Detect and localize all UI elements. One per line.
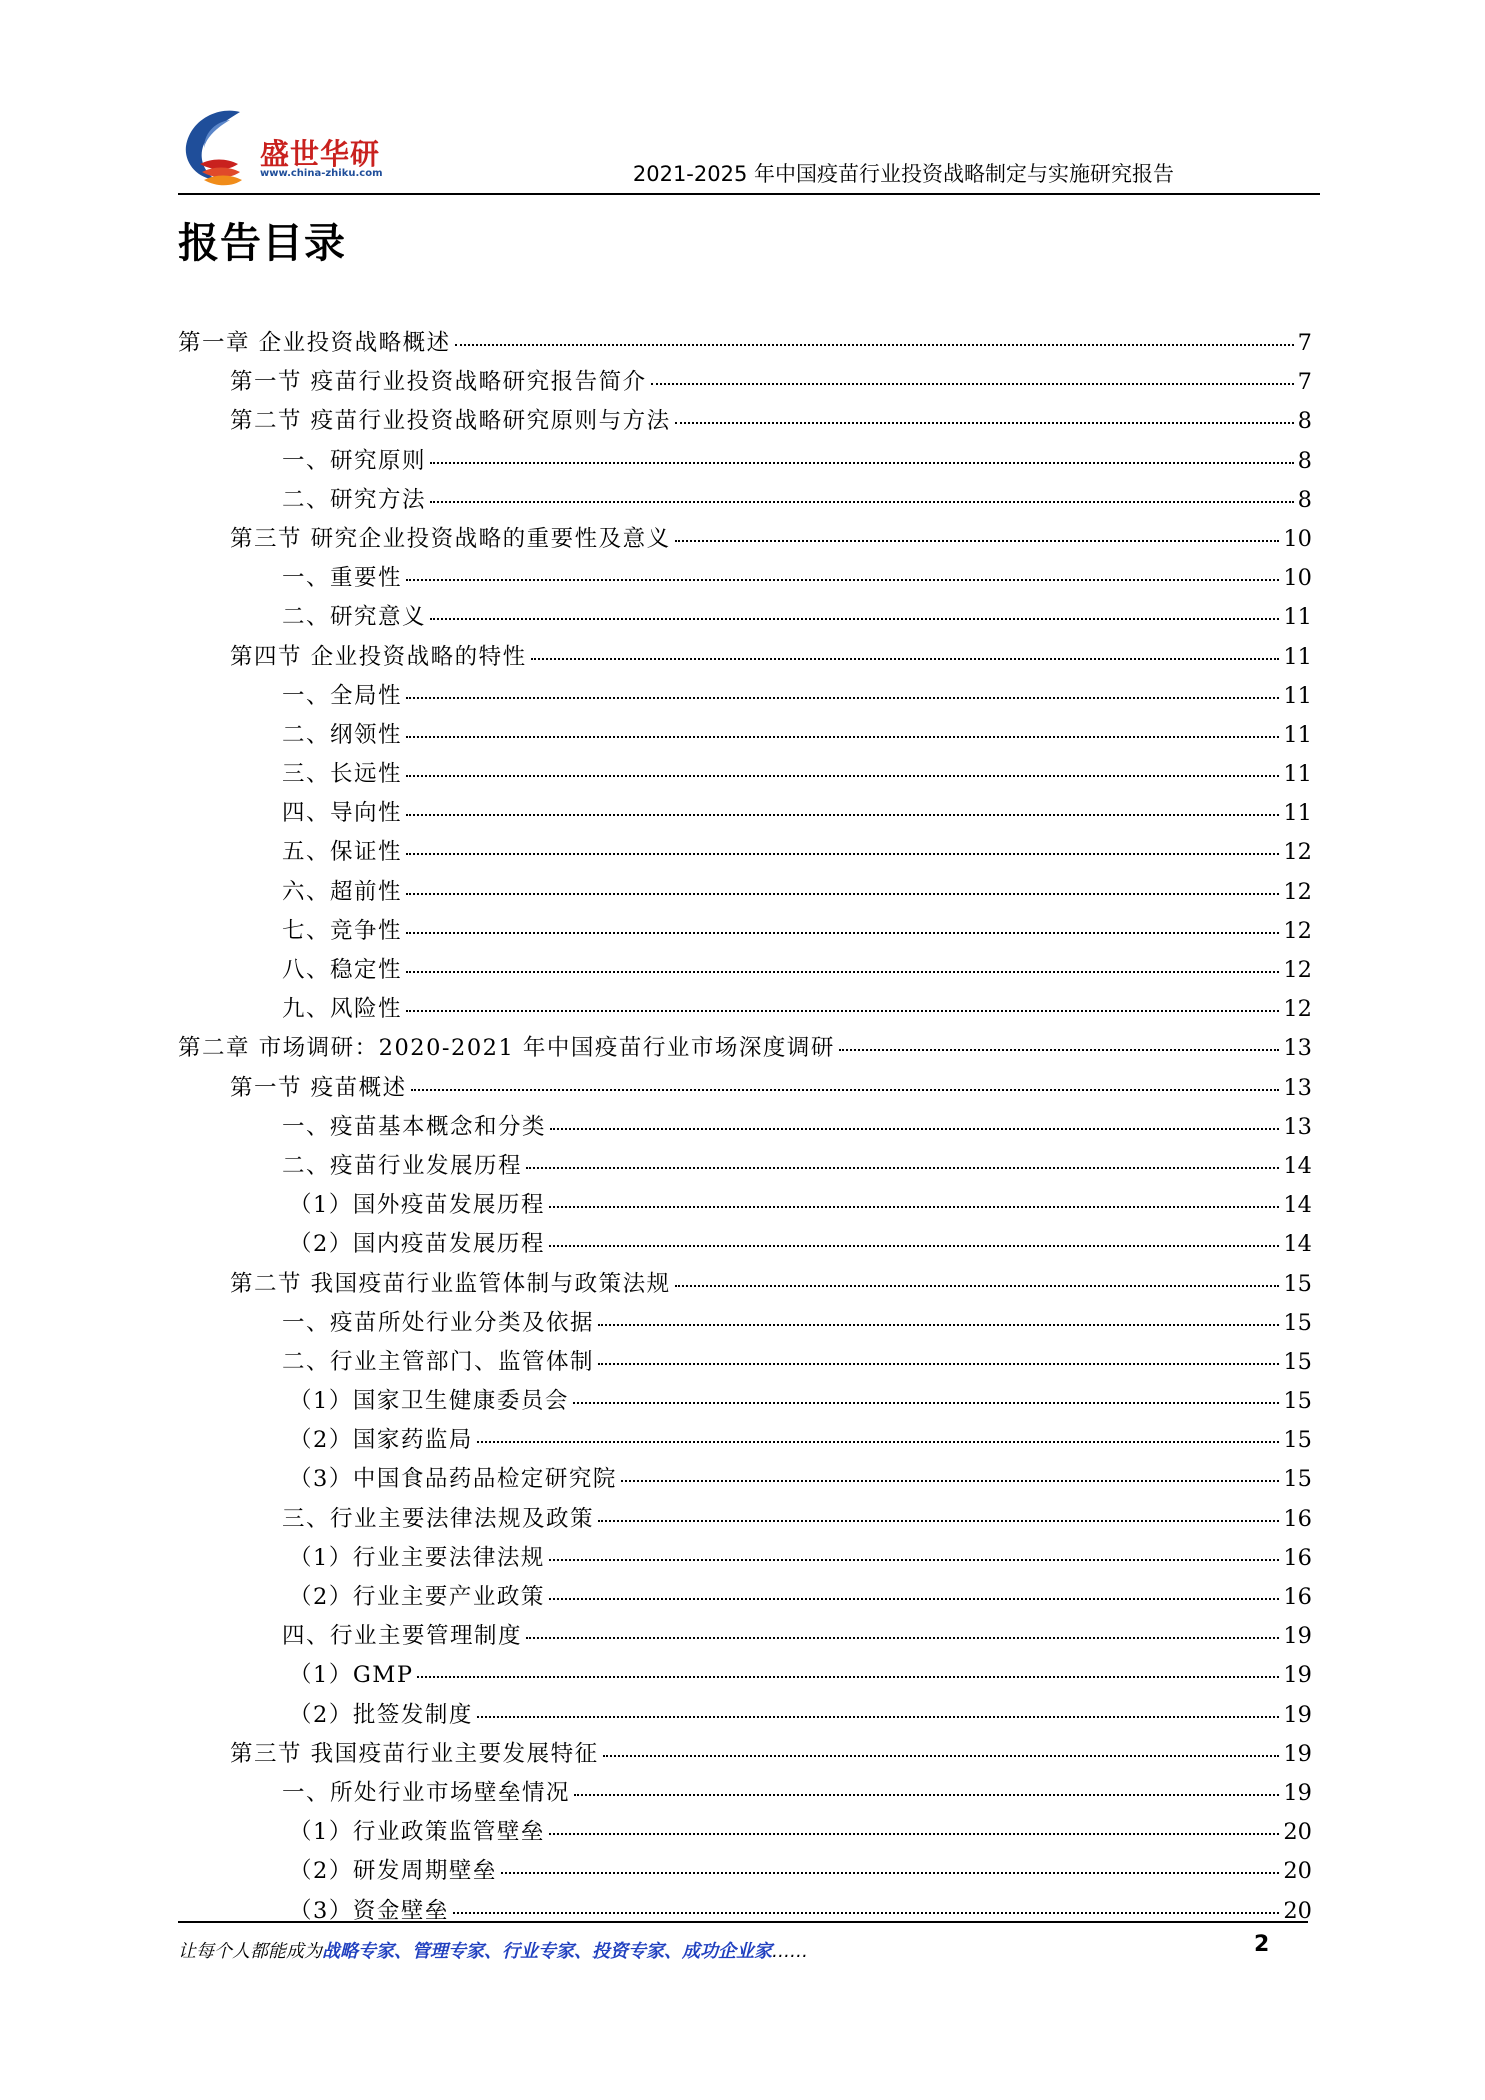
- toc-dot-leader: [550, 1128, 1279, 1130]
- toc-entry-label: 第一节 疫苗概述: [230, 1074, 407, 1101]
- toc-entry-label: （2）国家药监局: [289, 1427, 473, 1454]
- toc-dot-leader: [406, 579, 1279, 581]
- toc-dot-leader: [406, 814, 1279, 816]
- toc-entry[interactable]: [178, 1225, 1312, 1264]
- toc-dot-leader: [574, 1794, 1279, 1796]
- toc-entry-page: 8: [1297, 408, 1312, 435]
- page-title: 报告目录: [178, 219, 346, 267]
- header-divider: [178, 193, 1320, 195]
- toc-entry-label: （1）国家卫生健康委员会: [289, 1388, 569, 1415]
- toc-entry-page: 10: [1283, 525, 1312, 552]
- toc-entry[interactable]: [178, 598, 1312, 637]
- toc-entry-page: 19: [1283, 1779, 1312, 1806]
- toc-entry-label: 一、所处行业市场壁垒情况: [282, 1779, 571, 1806]
- toc-entry[interactable]: [178, 1029, 1312, 1068]
- toc-entry[interactable]: [178, 833, 1312, 872]
- toc-entry-page: 12: [1283, 839, 1312, 866]
- page-number: 2: [1254, 1932, 1270, 1957]
- toc-entry-page: 10: [1283, 565, 1312, 592]
- toc-entry-label: （2）批签发制度: [289, 1701, 473, 1728]
- toc-entry-page: 19: [1283, 1701, 1312, 1728]
- toc-entry-label: 第一章 企业投资战略概述: [178, 330, 451, 356]
- toc-entry-page: 20: [1283, 1819, 1312, 1846]
- toc-entry-page: 8: [1297, 447, 1312, 474]
- toc-entry-label: （3）中国食品药品检定研究院: [289, 1466, 617, 1493]
- footer-slogan: [178, 1937, 808, 1963]
- toc-entry-page: 14: [1283, 1231, 1312, 1258]
- toc-dot-leader: [675, 422, 1294, 424]
- toc-entry-page: 15: [1283, 1348, 1312, 1375]
- footer-slogan-highlight: 战略专家、管理专家、行业专家、投资专家、成功企业家: [322, 1941, 772, 1962]
- toc-entry-page: 12: [1283, 917, 1312, 944]
- toc-entry[interactable]: [178, 1539, 1312, 1578]
- toc-entry-label: 第二节 疫苗行业投资战略研究原则与方法: [230, 408, 671, 435]
- toc-entry-label: （2）行业主要产业政策: [289, 1584, 545, 1610]
- toc-entry-label: 第四节 企业投资战略的特性: [230, 643, 527, 670]
- toc-entry-page: 8: [1297, 486, 1312, 513]
- toc-entry[interactable]: [178, 1892, 1312, 1931]
- toc-dot-leader: [549, 1245, 1280, 1247]
- toc-entry-page: 15: [1283, 1270, 1312, 1297]
- footer-divider: [178, 1921, 1308, 1923]
- toc-entry-page: 7: [1297, 330, 1312, 356]
- toc-dot-leader: [406, 1010, 1279, 1012]
- toc-dot-leader: [406, 853, 1279, 855]
- toc-entry-label: 二、研究意义: [282, 604, 427, 631]
- toc-entry-label: 八、稳定性: [282, 957, 403, 983]
- toc-dot-leader: [549, 1559, 1280, 1561]
- toc-entry-label: 七、竞争性: [282, 917, 403, 944]
- toc-entry-label: 一、疫苗所处行业分类及依据: [282, 1309, 595, 1336]
- toc-entry-label: 六、超前性: [282, 878, 403, 905]
- toc-entry-page: 19: [1283, 1623, 1312, 1650]
- toc-entry-label: 第二节 我国疫苗行业监管体制与政策法规: [230, 1270, 671, 1297]
- toc-dot-leader: [477, 1716, 1280, 1718]
- toc-entry[interactable]: [178, 324, 1312, 363]
- toc-entry[interactable]: [178, 1656, 1312, 1695]
- toc-dot-leader: [531, 658, 1280, 660]
- toc-entry-page: 11: [1283, 643, 1312, 670]
- toc-dot-leader: [430, 462, 1294, 464]
- toc-entry[interactable]: [178, 716, 1312, 755]
- toc-entry[interactable]: [178, 1265, 1312, 1304]
- toc-entry[interactable]: [178, 363, 1312, 402]
- toc-entry-label: 一、重要性: [282, 565, 403, 592]
- toc-entry-label: 四、行业主要管理制度: [282, 1623, 523, 1650]
- toc-entry-label: 三、行业主要法律法规及政策: [282, 1505, 595, 1532]
- toc-entry[interactable]: [178, 677, 1312, 716]
- toc-entry[interactable]: [178, 1147, 1312, 1186]
- toc-entry[interactable]: [178, 1108, 1312, 1147]
- toc-entry[interactable]: [178, 912, 1312, 951]
- toc-entry-label: 二、疫苗行业发展历程: [282, 1152, 523, 1179]
- toc-dot-leader: [598, 1520, 1279, 1522]
- toc-dot-leader: [406, 893, 1279, 895]
- toc-entry-page: 19: [1283, 1662, 1312, 1689]
- toc-dot-leader: [675, 540, 1280, 542]
- toc-entry-label: 第三节 我国疫苗行业主要发展特征: [230, 1740, 599, 1767]
- toc-entry[interactable]: [178, 1578, 1312, 1617]
- toc-entry[interactable]: [178, 755, 1312, 794]
- toc-dot-leader: [417, 1676, 1279, 1678]
- toc-dot-leader: [501, 1872, 1280, 1874]
- toc-dot-leader: [549, 1833, 1280, 1835]
- document-title: 2021-2025 年中国疫苗行业投资战略制定与实施研究报告: [632, 162, 1174, 186]
- toc-dot-leader: [406, 932, 1279, 934]
- toc-entry[interactable]: [178, 1813, 1312, 1852]
- toc-dot-leader: [549, 1598, 1280, 1600]
- toc-entry-label: （2）国内疫苗发展历程: [289, 1231, 545, 1258]
- logo-name: 盛世华研: [260, 137, 381, 171]
- toc-entry[interactable]: [178, 402, 1312, 441]
- toc-dot-leader: [430, 501, 1294, 503]
- toc-entry[interactable]: [178, 1460, 1312, 1499]
- toc-entry-label: （3）资金壁垒: [289, 1897, 449, 1924]
- toc-entry-page: 12: [1283, 878, 1312, 905]
- toc-entry-label: 二、纲领性: [282, 721, 403, 748]
- toc-entry[interactable]: [178, 1617, 1312, 1656]
- toc-dot-leader: [526, 1167, 1279, 1169]
- toc-entry-label: 三、长远性: [282, 761, 403, 788]
- toc-entry-page: 16: [1283, 1544, 1312, 1571]
- toc-entry[interactable]: [178, 481, 1312, 520]
- toc-dot-leader: [573, 1402, 1280, 1404]
- toc-dot-leader: [406, 775, 1279, 777]
- toc-entry[interactable]: [178, 873, 1312, 912]
- toc-dot-leader: [651, 383, 1294, 385]
- toc-entry-page: 20: [1283, 1858, 1312, 1885]
- toc-dot-leader: [406, 971, 1279, 973]
- toc-entry-label: 二、行业主管部门、监管体制: [282, 1348, 595, 1375]
- toc-entry-page: 13: [1283, 1113, 1312, 1140]
- toc-dot-leader: [526, 1637, 1279, 1639]
- toc-entry-page: 11: [1283, 682, 1312, 709]
- toc-entry-page: 16: [1283, 1505, 1312, 1532]
- toc-entry-label: （1）国外疫苗发展历程: [289, 1192, 545, 1219]
- toc-entry[interactable]: [178, 559, 1312, 598]
- toc-dot-leader: [598, 1363, 1279, 1365]
- toc-entry-page: 11: [1283, 761, 1312, 788]
- toc-entry[interactable]: [178, 794, 1312, 833]
- toc-entry[interactable]: [178, 1069, 1312, 1108]
- toc-entry-label: （1）行业主要法律法规: [289, 1544, 545, 1571]
- toc-entry-page: 20: [1283, 1897, 1312, 1924]
- toc-entry[interactable]: [178, 1852, 1312, 1891]
- logo-icon: [178, 106, 262, 190]
- toc-entry-label: 九、风险性: [282, 996, 403, 1023]
- toc-entry[interactable]: [178, 1735, 1312, 1774]
- toc-entry-label: （1）GMP: [289, 1662, 414, 1689]
- toc-entry-page: 16: [1283, 1584, 1312, 1610]
- toc-entry-page: 14: [1283, 1192, 1312, 1219]
- toc-dot-leader: [598, 1324, 1279, 1326]
- toc-entry-page: 11: [1283, 721, 1312, 748]
- toc-entry-page: 13: [1283, 1074, 1312, 1101]
- table-of-contents: [178, 324, 1312, 1931]
- toc-entry-page: 15: [1283, 1466, 1312, 1493]
- toc-entry-page: 13: [1283, 1035, 1312, 1062]
- toc-dot-leader: [603, 1755, 1280, 1757]
- toc-entry-page: 11: [1283, 604, 1312, 631]
- toc-entry-page: 7: [1297, 369, 1312, 396]
- page-header: [178, 100, 1320, 196]
- toc-entry-page: 15: [1283, 1309, 1312, 1336]
- toc-dot-leader: [453, 1912, 1280, 1914]
- toc-dot-leader: [430, 618, 1279, 620]
- toc-dot-leader: [675, 1285, 1280, 1287]
- logo-url: www.china-zhiku.com: [260, 168, 383, 179]
- toc-entry-page: 15: [1283, 1427, 1312, 1454]
- toc-entry-label: 第二章 市场调研：2020-2021 年中国疫苗行业市场深度调研: [178, 1035, 835, 1062]
- toc-entry-page: 19: [1283, 1740, 1312, 1767]
- toc-entry-label: 第一节 疫苗行业投资战略研究报告简介: [230, 369, 647, 396]
- toc-entry[interactable]: [178, 520, 1312, 559]
- toc-entry-label: 一、研究原则: [282, 447, 427, 474]
- company-logo: [178, 106, 418, 190]
- toc-entry[interactable]: [178, 1500, 1312, 1539]
- toc-entry-label: 第三节 研究企业投资战略的重要性及意义: [230, 525, 671, 552]
- toc-entry-label: 一、疫苗基本概念和分类: [282, 1113, 547, 1140]
- footer-slogan-prefix: 让每个人都能成为: [178, 1941, 322, 1962]
- toc-dot-leader: [455, 344, 1294, 346]
- footer-slogan-suffix: ……: [772, 1941, 808, 1962]
- toc-dot-leader: [406, 736, 1279, 738]
- toc-entry-page: 12: [1283, 996, 1312, 1023]
- toc-dot-leader: [477, 1441, 1280, 1443]
- toc-entry[interactable]: [178, 951, 1312, 990]
- toc-dot-leader: [839, 1049, 1279, 1051]
- toc-entry[interactable]: [178, 1696, 1312, 1735]
- toc-entry-page: 12: [1283, 957, 1312, 983]
- toc-entry[interactable]: [178, 1343, 1312, 1382]
- toc-entry[interactable]: [178, 1382, 1312, 1421]
- toc-entry[interactable]: [178, 990, 1312, 1029]
- toc-dot-leader: [406, 697, 1279, 699]
- toc-entry-label: （1）行业政策监管壁垒: [289, 1819, 545, 1846]
- toc-entry[interactable]: [178, 442, 1312, 481]
- toc-entry-label: （2）研发周期壁垒: [289, 1858, 497, 1885]
- toc-entry[interactable]: [178, 1186, 1312, 1225]
- toc-entry-label: 四、导向性: [282, 800, 403, 827]
- toc-dot-leader: [621, 1480, 1280, 1482]
- toc-entry-label: 一、全局性: [282, 682, 403, 709]
- toc-entry-label: 五、保证性: [282, 839, 403, 866]
- toc-dot-leader: [549, 1206, 1280, 1208]
- toc-entry-page: 11: [1283, 800, 1312, 827]
- toc-entry[interactable]: [178, 1304, 1312, 1343]
- toc-entry[interactable]: [178, 638, 1312, 677]
- toc-dot-leader: [411, 1089, 1280, 1091]
- toc-entry[interactable]: [178, 1421, 1312, 1460]
- toc-entry[interactable]: [178, 1774, 1312, 1813]
- toc-entry-page: 14: [1283, 1152, 1312, 1179]
- toc-entry-label: 二、研究方法: [282, 486, 427, 513]
- toc-entry-page: 15: [1283, 1388, 1312, 1415]
